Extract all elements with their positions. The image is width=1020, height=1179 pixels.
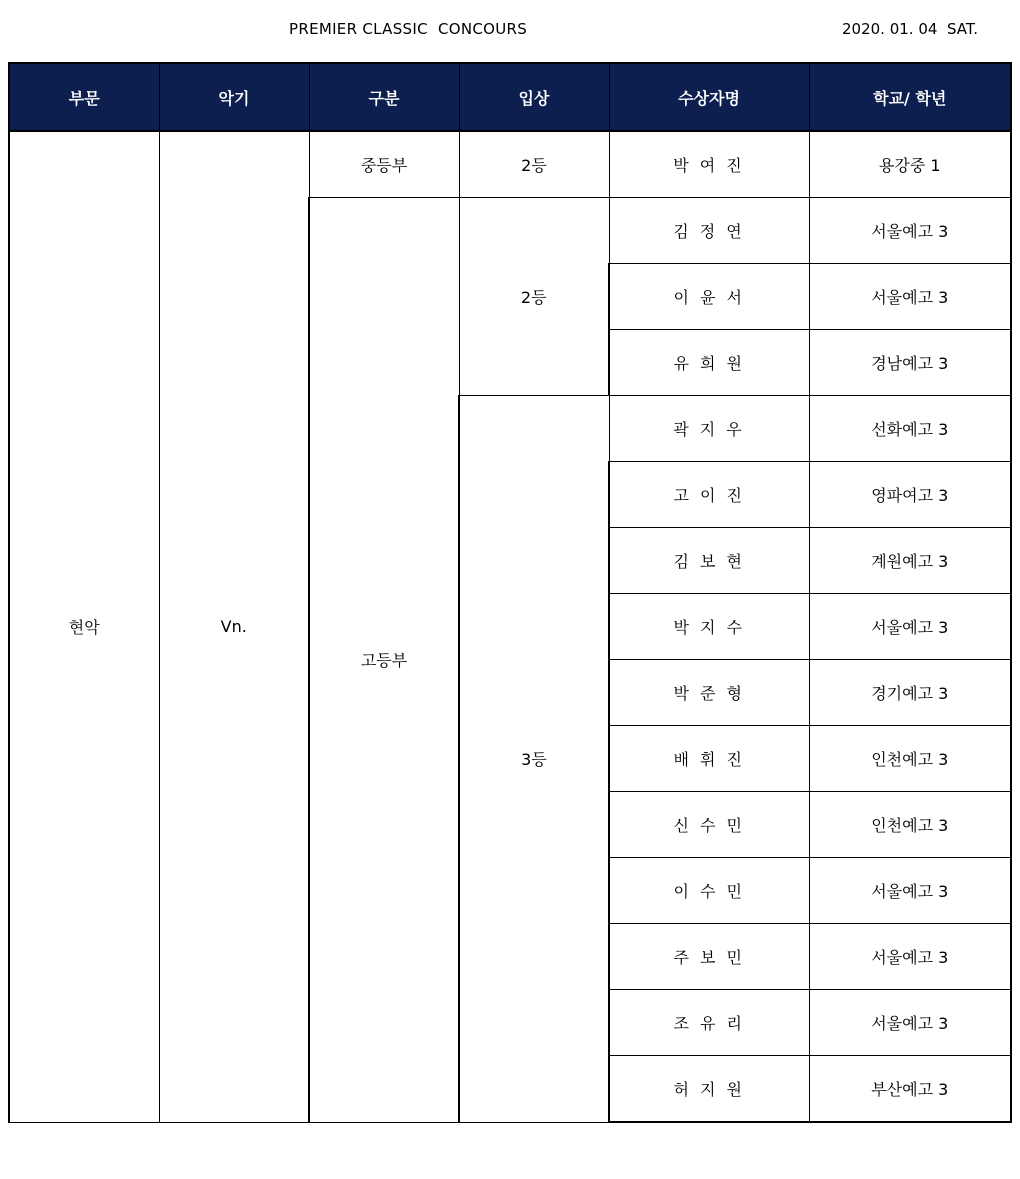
column-header-winner-name: 수상자명 [609,63,809,131]
document-title: PREMIER CLASSIC CONCOURS [289,20,528,38]
award-cell: 2등 [459,198,609,396]
winner-name-cell: 이 윤 서 [609,264,809,330]
table-header [9,63,1011,131]
winner-name-cell: 고 이 진 [609,462,809,528]
winner-name-cell: 이 수 민 [609,858,809,924]
winner-name-cell: 신 수 민 [609,792,809,858]
category-cell: 고등부 [309,198,459,1123]
table-row [9,131,1011,198]
school-grade-cell: 영파여고 3 [809,462,1011,528]
school-grade-cell: 서울예고 3 [809,264,1011,330]
column-header-school-grade: 학교/ 학년 [809,63,1011,131]
school-grade-cell: 서울예고 3 [809,858,1011,924]
school-grade-cell: 계원예고 3 [809,528,1011,594]
winner-name-cell: 박 준 형 [609,660,809,726]
winner-name-cell: 김 보 현 [609,528,809,594]
school-grade-cell: 서울예고 3 [809,990,1011,1056]
instrument-cell: Vn. [159,131,309,1122]
school-grade-cell: 서울예고 3 [809,198,1011,264]
winner-name-cell: 박 여 진 [609,131,809,198]
school-grade-cell: 경남예고 3 [809,330,1011,396]
winner-name-cell: 주 보 민 [609,924,809,990]
table-body [9,131,1011,1122]
school-grade-cell: 선화예고 3 [809,396,1011,462]
winner-name-cell: 박 지 수 [609,594,809,660]
column-header-award: 입상 [459,63,609,131]
column-header-category: 구분 [309,63,459,131]
winner-name-cell: 김 정 연 [609,198,809,264]
winner-name-cell: 허 지 원 [609,1056,809,1123]
header-row [9,63,1011,131]
division-cell: 현악 [9,131,159,1122]
winner-name-cell: 곽 지 우 [609,396,809,462]
document-date: 2020. 01. 04 SAT. [841,20,978,38]
category-cell: 중등부 [309,131,459,198]
winner-name-cell: 배 휘 진 [609,726,809,792]
column-header-instrument: 악기 [159,63,309,131]
award-cell: 2등 [459,131,609,198]
school-grade-cell: 부산예고 3 [809,1056,1011,1123]
column-header-division: 부문 [9,63,159,131]
school-grade-cell: 경기예고 3 [809,660,1011,726]
results-table [8,62,1012,1123]
school-grade-cell: 인천예고 3 [809,792,1011,858]
award-cell: 3등 [459,396,609,1123]
school-grade-cell: 서울예고 3 [809,924,1011,990]
winner-name-cell: 유 희 원 [609,330,809,396]
school-grade-cell: 서울예고 3 [809,594,1011,660]
school-grade-cell: 용강중 1 [809,131,1011,198]
winner-name-cell: 조 유 리 [609,990,809,1056]
school-grade-cell: 인천예고 3 [809,726,1011,792]
